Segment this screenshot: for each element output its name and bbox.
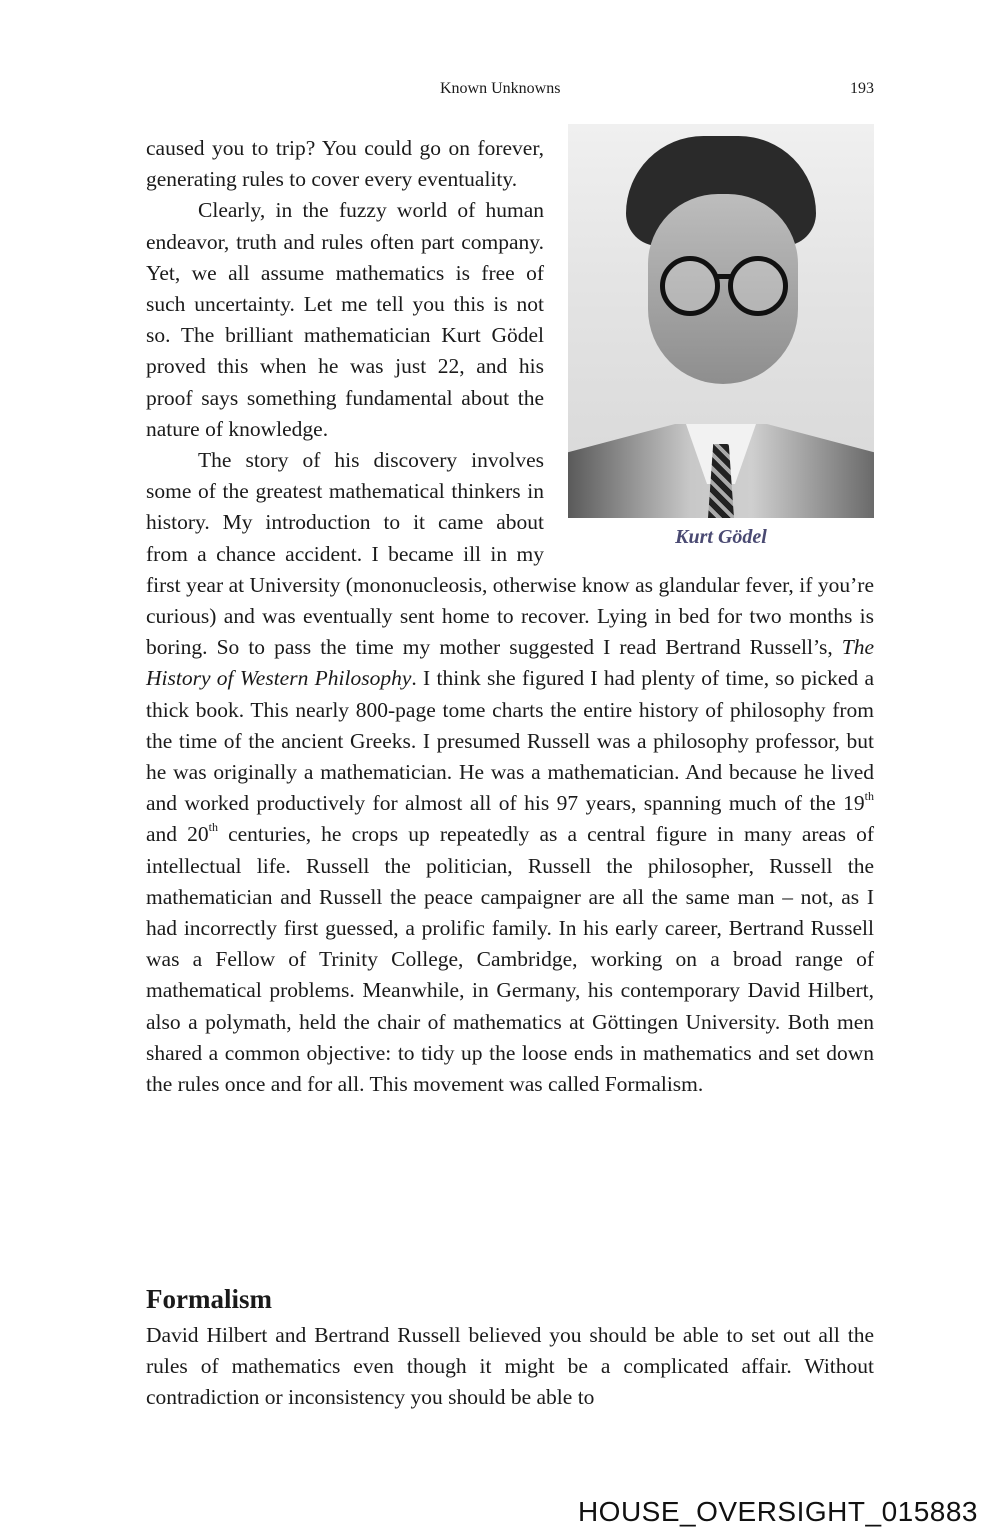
section-paragraph: David Hilbert and Bertrand Russell believed you should be able to set out all the rules of mathematics even though it might be a complicated affair. Without contradiction or inconsistency you should be able to <box>146 1323 874 1410</box>
running-head <box>146 80 874 102</box>
section-heading: Formalism <box>146 1284 272 1314</box>
figure-caption: Kurt Gödel <box>675 526 767 548</box>
paragraph: The story of his discovery involves some of the greatest mathematical thinkers in history. My introduction to it came about from a chance accident. I became ill in my first year at University (mononucleosis, otherwise know as glandular fever, if you’re curious) and was eventually sent home to recover. Lying in bed for two months is boring. So to pass the time my mother suggested I read Bertrand Russell’s, The History of Western Philosophy. I think she figured I had plenty of time, so picked a thick book. This nearly 800-page tome charts the entire history of philosophy from the time of the ancient Greeks. I presumed Russell was a philosophy professor, but he was originally a mathematician. He was a mathematician. And because he lived and worked productively for almost all of his 97 years, spanning much of the 19th and 20th centuries, he crops up repeatedly as a central figure in many areas of intellectual life. Russell the politician, Russell the philosopher, Russell the mathematician and Russell the peace campaigner are all the same man – not, as I had incorrectly first guessed, a prolific family. In his early career, Bertrand Russell was a Fellow of Trinity College, Cambridge, working on a broad range of mathematical problems. Meanwhile, in Germany, his contemporary David Hilbert, also a polymath, held the chair of mathematics at Göttingen University. Both men shared a common objective: to tidy up the loose ends in mathematics and set down the rules once and for all. This movement was called Formalism. <box>146 448 874 1097</box>
page-number: 193 <box>850 80 874 97</box>
paragraph: caused you to trip? You could go on forever, generating rules to cover every eventuality. <box>146 136 544 192</box>
bates-number: HOUSE_OVERSIGHT_015883 <box>577 1496 978 1527</box>
paragraph: Clearly, in the fuzzy world of human endeavor, truth and rules often part company. Yet, we all assume mathematics is free of such uncertainty. Let me tell you this is not so. The brilliant mathematician Kurt Gödel proved this when he was just 22, and his proof says something fundamental about the nature of knowledge. <box>146 198 544 441</box>
book-title: The History of Western Philosophy <box>146 635 874 691</box>
running-title: Known Unknowns <box>440 80 561 97</box>
body-text <box>146 133 874 1100</box>
